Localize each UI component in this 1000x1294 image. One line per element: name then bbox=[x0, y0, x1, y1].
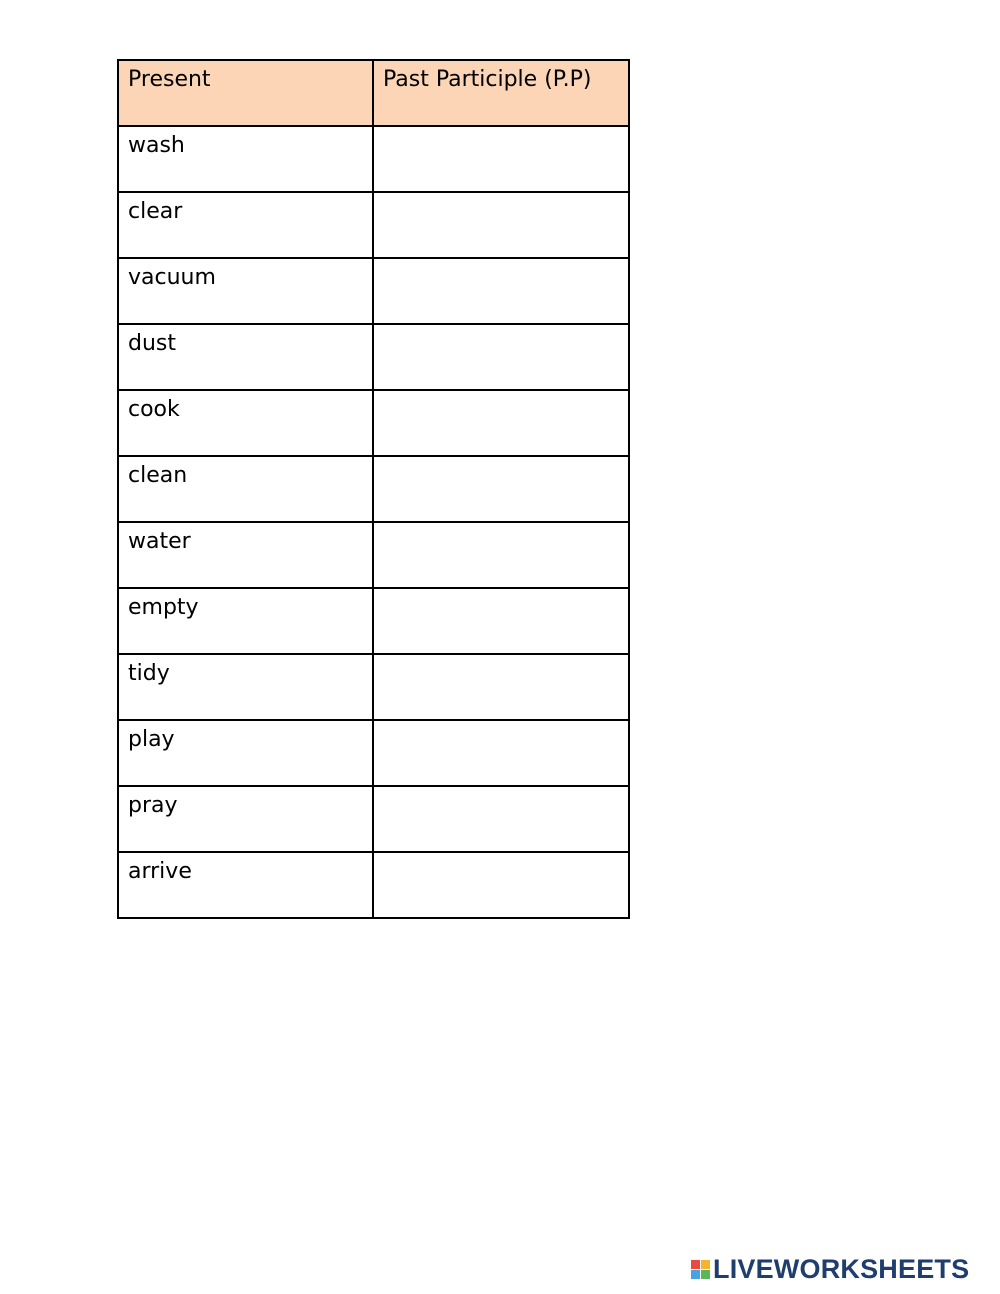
present-verb-cell: empty bbox=[118, 588, 373, 654]
table-row bbox=[118, 654, 629, 720]
present-verb-cell: arrive bbox=[118, 852, 373, 918]
brand-mark-square bbox=[701, 1260, 710, 1269]
brand-mark-icon bbox=[691, 1260, 710, 1279]
present-verb-cell: clean bbox=[118, 456, 373, 522]
past-participle-answer-cell[interactable] bbox=[373, 258, 629, 324]
table-row bbox=[118, 522, 629, 588]
present-verb-cell: clear bbox=[118, 192, 373, 258]
table-row bbox=[118, 258, 629, 324]
brand-name: LIVEWORKSHEETS bbox=[713, 1254, 970, 1284]
past-participle-answer-cell[interactable] bbox=[373, 456, 629, 522]
table-row bbox=[118, 852, 629, 918]
table-header-row bbox=[118, 60, 629, 126]
table-row bbox=[118, 390, 629, 456]
header-present: Present bbox=[118, 60, 373, 126]
table-row bbox=[118, 456, 629, 522]
present-verb-cell: wash bbox=[118, 126, 373, 192]
header-past-participle: Past Participle (P.P) bbox=[373, 60, 629, 126]
past-participle-answer-cell[interactable] bbox=[373, 720, 629, 786]
table-row bbox=[118, 324, 629, 390]
table-row bbox=[118, 588, 629, 654]
past-participle-answer-cell[interactable] bbox=[373, 654, 629, 720]
past-participle-answer-cell[interactable] bbox=[373, 324, 629, 390]
table-row bbox=[118, 126, 629, 192]
present-verb-cell: water bbox=[118, 522, 373, 588]
liveworksheets-logo bbox=[691, 1254, 969, 1284]
verb-table bbox=[117, 59, 630, 919]
present-verb-cell: tidy bbox=[118, 654, 373, 720]
present-verb-cell: play bbox=[118, 720, 373, 786]
past-participle-answer-cell[interactable] bbox=[373, 390, 629, 456]
past-participle-answer-cell[interactable] bbox=[373, 786, 629, 852]
past-participle-answer-cell[interactable] bbox=[373, 126, 629, 192]
present-verb-cell: pray bbox=[118, 786, 373, 852]
present-verb-cell: dust bbox=[118, 324, 373, 390]
brand-mark-square bbox=[691, 1270, 700, 1279]
past-participle-answer-cell[interactable] bbox=[373, 588, 629, 654]
table-row bbox=[118, 720, 629, 786]
table-row bbox=[118, 192, 629, 258]
table-row bbox=[118, 786, 629, 852]
past-participle-answer-cell[interactable] bbox=[373, 522, 629, 588]
brand-mark-square bbox=[701, 1270, 710, 1279]
past-participle-answer-cell[interactable] bbox=[373, 852, 629, 918]
brand-mark-square bbox=[691, 1260, 700, 1269]
present-verb-cell: vacuum bbox=[118, 258, 373, 324]
past-participle-answer-cell[interactable] bbox=[373, 192, 629, 258]
present-verb-cell: cook bbox=[118, 390, 373, 456]
